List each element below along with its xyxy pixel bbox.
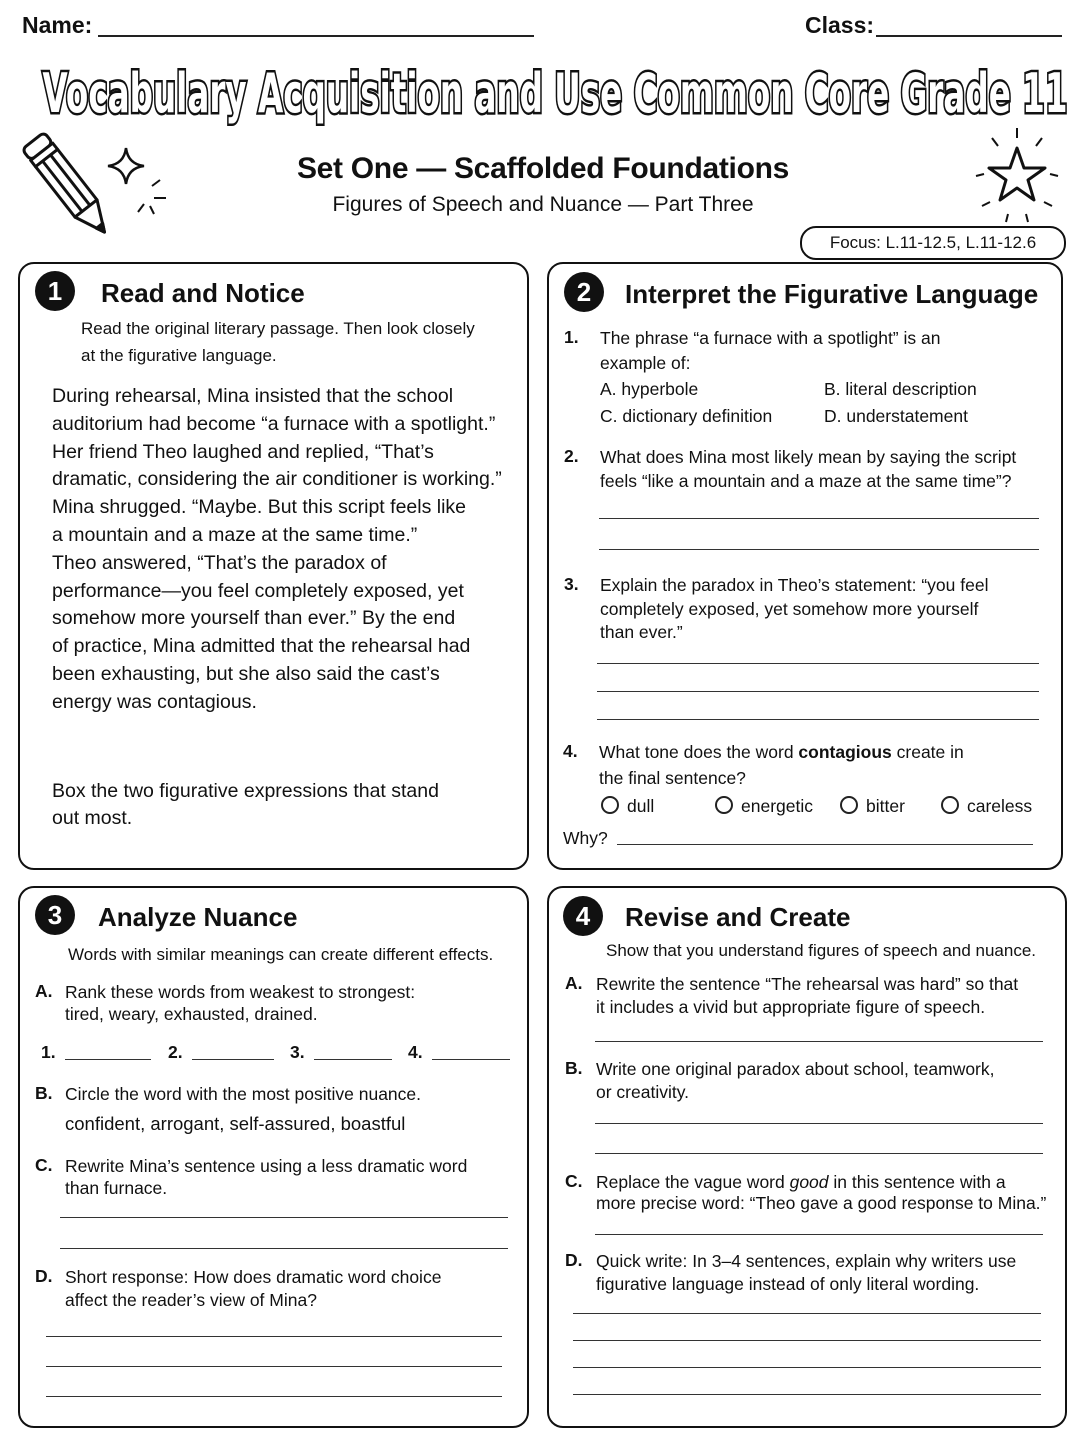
item-text: Rewrite the sentence “The rehearsal was hard” so that (596, 974, 1019, 994)
item-text-part: in this sentence with a (828, 1172, 1006, 1192)
answer-line[interactable] (573, 1367, 1041, 1368)
passage-line: been exhausting, but she also said the cast’s (52, 662, 440, 685)
item-label: A. (35, 981, 53, 1001)
rank-number: 4. (408, 1042, 423, 1062)
section-title: Revise and Create (625, 902, 851, 932)
question-text: What does Mina most likely mean by saying the script (600, 447, 1017, 467)
section-instructions: Read the original literary passage. Then look closely (81, 319, 475, 338)
panel-revise-and-create (547, 886, 1067, 1428)
worksheet-title (38, 54, 1072, 134)
rank-blank[interactable] (432, 1059, 510, 1060)
keyword: contagious (798, 742, 892, 762)
section-number-badge: 4 (563, 896, 603, 936)
radio-option-dull[interactable] (601, 796, 654, 817)
passage-line: energy was contagious. (52, 690, 257, 713)
section-title: Analyze Nuance (98, 902, 298, 932)
section-instructions: at the figurative language. (81, 346, 277, 365)
answer-line[interactable] (573, 1313, 1041, 1314)
keyword: good (789, 1172, 829, 1192)
item-text: Rank these words from weakest to strongest: (65, 982, 416, 1002)
item-label: C. (35, 1155, 53, 1175)
rank-blank[interactable] (65, 1059, 151, 1060)
set-title: Set One — Scaffolded Foundations (296, 152, 790, 185)
question-number: 2. (564, 446, 579, 466)
question-text-part: create in (891, 742, 964, 762)
focus-badge: Focus: L.11-12.5, L.11-12.6 (800, 226, 1066, 260)
rank-number: 1. (41, 1042, 56, 1062)
item-label: C. (565, 1171, 583, 1191)
passage-line: somehow more yourself than ever.” By the end (52, 607, 456, 630)
radio-label: dull (627, 796, 655, 816)
task-text: Box the two figurative expressions that stand (52, 780, 439, 802)
radio-circle-icon[interactable] (941, 796, 959, 814)
answer-line[interactable] (595, 1123, 1043, 1124)
radio-option-bitter[interactable] (840, 796, 905, 817)
set-subtitle: Figures of Speech and Nuance — Part Three (332, 193, 754, 216)
question-number: 1. (564, 327, 579, 347)
question-text-part: What tone does the word (599, 742, 799, 762)
section-instructions: Words with similar meanings can create different effects. (68, 945, 494, 964)
answer-line[interactable] (60, 1217, 508, 1218)
answer-line[interactable] (46, 1396, 502, 1397)
answer-line[interactable] (617, 844, 1033, 845)
radio-circle-icon[interactable] (715, 796, 733, 814)
question-text: Explain the paradox in Theo’s statement: “you feel (600, 575, 989, 595)
passage-line: Theo answered, “That’s the paradox of (52, 551, 387, 574)
passage-line: performance—you feel completely exposed, yet (52, 579, 464, 602)
section-instructions: Show that you understand figures of speech and nuance. (606, 941, 1037, 960)
rank-number: 2. (168, 1042, 183, 1062)
passage-line: a mountain and a maze at the same time.” (52, 523, 418, 546)
rank-blank[interactable] (192, 1059, 274, 1060)
answer-line[interactable] (597, 691, 1039, 692)
passage-line: dramatic, considering the air conditioner is working.” (52, 468, 502, 491)
passage-line: During rehearsal, Mina insisted that the school (52, 385, 454, 407)
answer-line[interactable] (599, 549, 1039, 550)
answer-option[interactable]: C. dictionary definition (600, 406, 773, 426)
radio-circle-icon[interactable] (840, 796, 858, 814)
item-text-part: Replace the vague word (596, 1172, 790, 1192)
radio-option-careless[interactable] (941, 796, 1032, 817)
section-title: Interpret the Figurative Language (625, 279, 1039, 309)
task-text: out most. (52, 807, 133, 829)
item-label: B. (35, 1083, 53, 1103)
answer-line[interactable] (597, 663, 1039, 664)
item-text: Write one original paradox about school, teamwork, (596, 1059, 995, 1079)
question-text: feels “like a mountain and a maze at the same time”? (600, 471, 1012, 491)
item-text: or creativity. (596, 1082, 690, 1102)
section-number-badge: 3 (35, 895, 75, 935)
passage-line: of practice, Mina admitted that the rehearsal had (52, 635, 471, 658)
section-title: Read and Notice (101, 278, 305, 308)
question-text (599, 740, 964, 764)
answer-option[interactable]: B. literal description (824, 379, 977, 399)
radio-option-energetic[interactable] (715, 796, 813, 817)
radio-label: bitter (866, 796, 905, 816)
question-text: completely exposed, yet somehow more yourself (600, 599, 979, 619)
item-text: Circle the word with the most positive nuance. (65, 1084, 421, 1104)
item-text: Quick write: In 3–4 sentences, explain why writers use (596, 1251, 1017, 1271)
question-text: the final sentence? (599, 768, 746, 788)
answer-line[interactable] (60, 1248, 508, 1249)
class-label: Class: (805, 12, 875, 38)
answer-line[interactable] (595, 1041, 1043, 1042)
answer-line[interactable] (595, 1153, 1043, 1154)
rank-blank[interactable] (314, 1059, 392, 1060)
passage-line: Mina shrugged. “Maybe. But this script feels like (52, 496, 467, 519)
answer-line[interactable] (46, 1336, 502, 1337)
section-number-badge: 1 (35, 271, 75, 311)
question-text: than ever.” (600, 622, 683, 642)
radio-circle-icon[interactable] (601, 796, 619, 814)
svg-text:Vocabulary Acquisition and Use: Vocabulary Acquisition and Use Common Core Grade 11 (42, 62, 1068, 125)
passage-line: Her friend Theo laughed and replied, “That’s (52, 440, 434, 463)
answer-option[interactable]: D. understatement (824, 406, 968, 426)
radio-label: careless (967, 796, 1033, 816)
literary-passage[interactable] (52, 383, 522, 717)
answer-line[interactable] (573, 1394, 1041, 1395)
item-text: Short response: How does dramatic word choice (65, 1267, 442, 1287)
item-text: it includes a vivid but appropriate figure of speech. (596, 997, 986, 1017)
name-field[interactable] (98, 35, 534, 37)
item-text: figurative language instead of only literal wording. (596, 1274, 980, 1294)
name-label: Name: (22, 12, 93, 38)
item-label: B. (565, 1058, 583, 1078)
question-number: 4. (563, 741, 578, 761)
item-text: than furnace. (65, 1178, 168, 1198)
item-label: D. (35, 1266, 53, 1286)
item-text: affect the reader’s view of Mina? (65, 1290, 317, 1310)
passage-line: auditorium had become “a furnace with a spotlight.” (52, 412, 496, 435)
question-text: The phrase “a furnace with a spotlight” is an (600, 328, 941, 348)
item-text: tired, weary, exhausted, drained. (65, 1004, 318, 1024)
section-number-badge: 2 (564, 272, 604, 312)
item-text: Rewrite Mina’s sentence using a less dramatic word (65, 1156, 468, 1176)
question-number: 3. (564, 574, 579, 594)
answer-line[interactable] (46, 1366, 502, 1367)
answer-line[interactable] (573, 1340, 1041, 1341)
item-label: A. (565, 973, 583, 993)
class-field[interactable] (876, 35, 1062, 37)
answer-line[interactable] (597, 719, 1039, 720)
answer-line[interactable] (595, 1234, 1043, 1235)
answer-option[interactable]: A. hyperbole (600, 379, 699, 399)
answer-line[interactable] (599, 518, 1039, 519)
word-choices[interactable]: confident, arrogant, self-assured, boastful (65, 1113, 406, 1134)
question-text: example of: (600, 353, 691, 373)
radio-label: energetic (741, 796, 813, 816)
rank-number: 3. (290, 1042, 305, 1062)
item-text: more precise word: “Theo gave a good response to Mina.” (596, 1193, 1047, 1213)
why-label: Why? (563, 828, 608, 848)
item-label: D. (565, 1250, 583, 1270)
